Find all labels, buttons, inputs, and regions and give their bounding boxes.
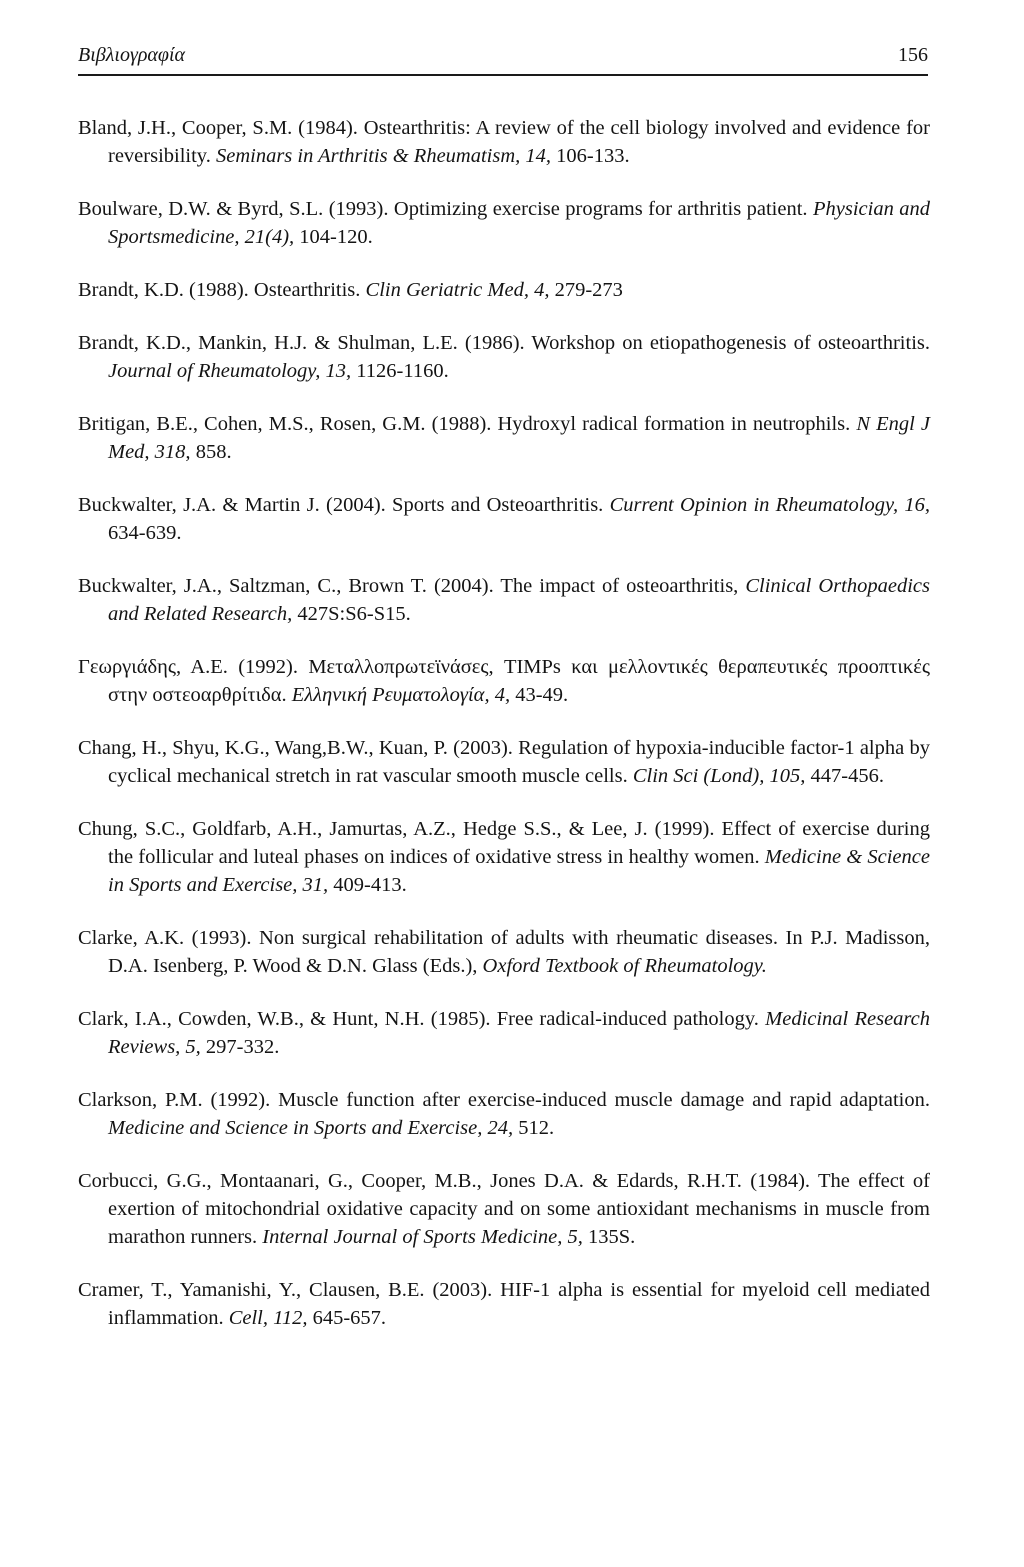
reference-entry [78, 572, 930, 628]
reference-pages: 634-639. [108, 522, 182, 544]
reference-entry [78, 1086, 930, 1142]
reference-pages: 1126-1160. [351, 360, 449, 382]
reference-text: Brandt, K.D. (1988). Ostearthritis. [78, 279, 366, 301]
reference-text: Corbucci, G.G., Montaanari, G., Cooper, M.B., Jones D.A. & Edards, R.H.T. (1984). The effect of exertion of mitochondrial oxidative capacity and on some antioxidant mechanisms in muscle from marathon runners. [78, 1170, 930, 1248]
reference-pages: 135S. [582, 1226, 636, 1248]
reference-text: Γεωργιάδης, Α.Ε. (1992). Μεταλλοπρωτεϊνάσες, TIMPs και μελλοντικές θεραπευτικές προοπτικές στην οστεοαρθρίτιδα. [78, 656, 930, 706]
reference-entry [78, 410, 930, 466]
reference-text: Buckwalter, J.A. & Martin J. (2004). Sports and Osteoarthritis. [78, 494, 610, 516]
reference-text: Clarkson, P.M. (1992). Muscle function after exercise-induced muscle damage and rapid adaptation. [78, 1089, 930, 1111]
reference-source: Ελληνική Ρευματολογία, 4, [291, 684, 511, 706]
reference-source: Medicine and Science in Sports and Exercise, 24, [108, 1117, 514, 1139]
reference-pages: 512. [513, 1117, 555, 1139]
reference-source: Internal Journal of Sports Medicine, 5, [262, 1226, 583, 1248]
reference-entry [78, 734, 930, 790]
reference-pages: 106-133. [551, 145, 630, 167]
reference-source: Oxford Textbook of Rheumatology. [482, 955, 767, 977]
reference-entry [78, 114, 930, 170]
reference-pages: 447-456. [805, 765, 884, 787]
reference-source: N Engl J Med, 318, [108, 413, 930, 463]
reference-text: Buckwalter, J.A., Saltzman, C., Brown T. (2004). The impact of osteoarthritis, [78, 575, 746, 597]
reference-source: Medicine & Science in Sports and Exercise, 31, [108, 846, 930, 896]
reference-entry [78, 815, 930, 899]
reference-text: Boulware, D.W. & Byrd, S.L. (1993). Optimizing exercise programs for arthritis patient. [78, 198, 813, 220]
reference-text: Clarke, A.K. (1993). Non surgical rehabilitation of adults with rheumatic diseases. In P.J. Madisson, D.A. Isenberg, P. Wood & D.N. Glass (Eds.), [78, 927, 930, 977]
reference-source: Journal of Rheumatology, 13, [108, 360, 352, 382]
reference-entry [78, 1276, 930, 1332]
reference-source: Cell, 112, [228, 1307, 308, 1329]
reference-pages: 858. [190, 441, 232, 463]
reference-list [78, 114, 930, 1357]
reference-source: Current Opinion in Rheumatology, 16, [609, 494, 930, 516]
reference-entry [78, 329, 930, 385]
reference-pages: 409-413. [328, 874, 407, 896]
reference-text: Bland, J.H., Cooper, S.M. (1984). Ostearthritis: A review of the cell biology involved and evidence for reversibility. [78, 117, 930, 167]
header-title: Βιβλιογραφία [78, 44, 186, 66]
reference-text: Brandt, K.D., Mankin, H.J. & Shulman, L.E. (1986). Workshop on etiopathogenesis of osteoarthritis. [78, 332, 930, 354]
reference-text: Chung, S.C., Goldfarb, A.H., Jamurtas, A.Z., Hedge S.S., & Lee, J. (1999). Effect of exercise during the follicular and luteal phases on indices of oxidative stress in healthy women. [78, 818, 930, 868]
page-header [78, 40, 928, 76]
reference-entry [78, 195, 930, 251]
reference-entry [78, 491, 930, 547]
reference-pages: 645-657. [307, 1307, 387, 1329]
reference-text: Clark, I.A., Cowden, W.B., & Hunt, N.H. (1985). Free radical-induced pathology. [78, 1008, 766, 1030]
reference-text: Britigan, B.E., Cohen, M.S., Rosen, G.M. (1988). Hydroxyl radical formation in neutrophils. [78, 413, 857, 435]
reference-source: Seminars in Arthritis & Rheumatism, 14, [215, 145, 552, 167]
reference-entry [78, 1005, 930, 1061]
reference-source: Physician and Sportsmedicine, 21(4), [108, 198, 930, 248]
reference-source: Clin Sci (Lond), 105, [632, 765, 806, 787]
reference-source: Clinical Orthopaedics and Related Research, [108, 575, 930, 625]
reference-pages: 427S:S6-S15. [292, 603, 411, 625]
reference-entry [78, 276, 930, 304]
reference-entry [78, 924, 930, 980]
reference-text: Chang, H., Shyu, K.G., Wang,B.W., Kuan, P. (2003). Regulation of hypoxia-inducible factor-1 alpha by cyclical mechanical stretch in rat vascular smooth muscle cells. [78, 737, 930, 787]
page-number: 156 [898, 44, 928, 66]
reference-source: Clin Geriatric Med, 4, [365, 279, 550, 301]
reference-pages: 279-273 [549, 279, 623, 301]
reference-entry [78, 1167, 930, 1251]
reference-pages: 43-49. [510, 684, 569, 706]
reference-entry [78, 653, 930, 709]
reference-source: Medicinal Research Reviews, 5, [108, 1008, 930, 1058]
reference-text: Cramer, T., Yamanishi, Y., Clausen, B.E. (2003). HIF-1 alpha is essential for myeloid cell mediated inflammation. [78, 1279, 930, 1329]
reference-pages: 104-120. [294, 226, 373, 248]
reference-pages: 297-332. [200, 1036, 280, 1058]
